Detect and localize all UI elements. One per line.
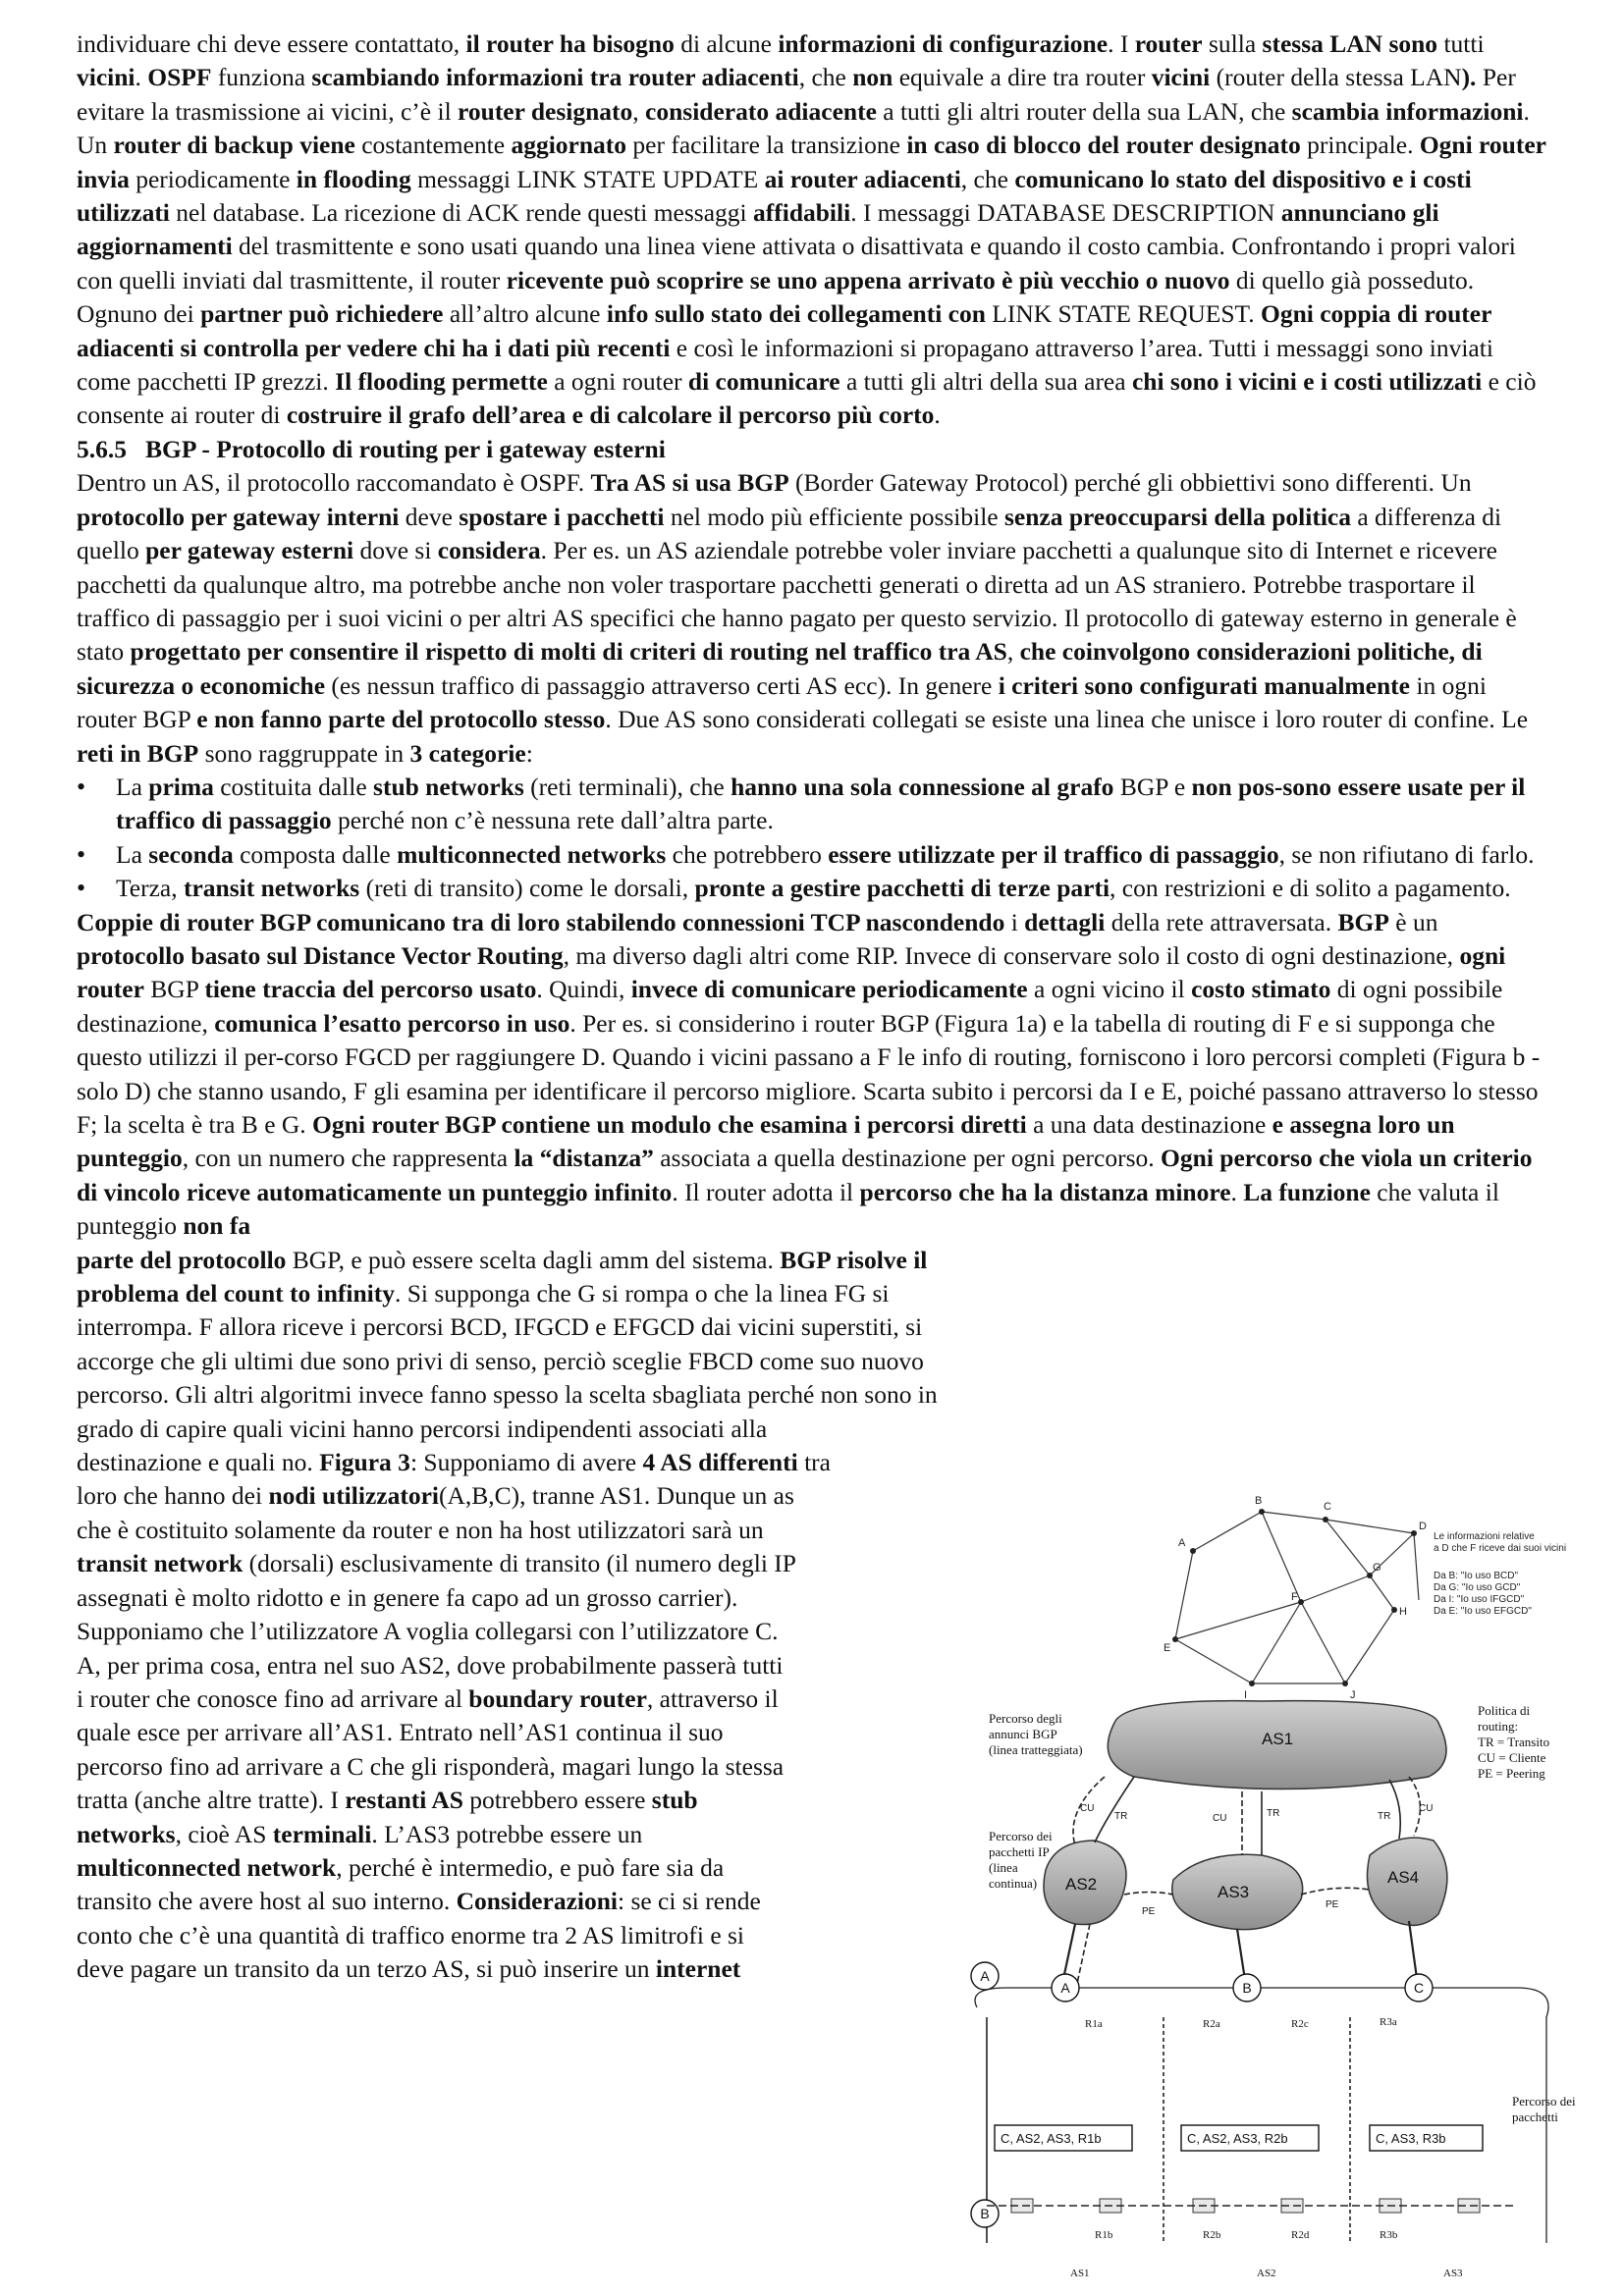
section-number: 5.6.5 — [77, 434, 127, 463]
router-label: R2b — [1203, 2229, 1221, 2241]
router-label: R3a — [1380, 2016, 1397, 2028]
network-categories-list — [77, 771, 1549, 906]
figure1-entry: Da B: "Io uso BCD" — [1434, 1571, 1519, 1581]
figure1-entry: Da I: "Io uso IFGCD" — [1434, 1594, 1525, 1605]
policy-tag: TR — [1378, 1811, 1391, 1822]
text-line: parte del protocollo BGP, e può essere scelta dagli amm del sistema. BGP risolve il — [77, 1245, 928, 1274]
policy-legend: PE = Peering — [1478, 1766, 1545, 1781]
graph-node — [1190, 1548, 1196, 1554]
host-label: A — [1060, 1980, 1070, 1996]
node-label: C — [1324, 1501, 1331, 1513]
packet-path-legend: Percorso dei — [1512, 2094, 1576, 2109]
node-label: J — [1350, 1689, 1356, 1701]
node-label: H — [1399, 1606, 1407, 1618]
text-line: assegnati è molto ridotto e in genere fa capo ad un grosso carrier). — [77, 1582, 738, 1612]
router-label: R2d — [1291, 2229, 1310, 2241]
list-item: • Terza, transit networks (reti di transito) come le dorsali, pronte a gestire pacchetti di terze parti, con restrizioni e di solito a pagamento. — [116, 872, 1549, 905]
text-line: A, per prima cosa, entra nel suo AS2, dove probabilmente passerà tutti — [77, 1650, 784, 1680]
bottom-as-label: AS1 — [1070, 2268, 1090, 2279]
policy-tag: CU — [1080, 1803, 1095, 1814]
router-label: R2c — [1291, 2018, 1309, 2030]
text-line: loro che hanno dei nodi utilizzatori(A,B,C), tranne AS1. Dunque un as — [77, 1481, 794, 1511]
host-label: A — [980, 1968, 990, 1984]
packet-path-legend: pacchetti — [1512, 2109, 1558, 2124]
policy-tag: TR — [1114, 1811, 1128, 1822]
list-item: • La prima costituita dalle stub networks (reti terminali), che hanno una sola connessione al grafo BGP e non pos-sono essere usate per il traffico di passaggio perché non c’è nessuna rete dall’altra parte. — [116, 771, 1549, 838]
section-title: BGP - Protocollo di routing per i gateway esterni — [145, 434, 666, 463]
figure-as-topology — [967, 1693, 1576, 2282]
section-heading — [77, 433, 1549, 466]
text-line: grado di capire quali vicini hanno percorsi indipendenti associati alla — [77, 1414, 768, 1443]
text-line: che è costituito solamente da router e non ha host utilizzatori sarà un — [77, 1515, 764, 1544]
policy-legend: TR = Transito — [1478, 1735, 1550, 1749]
routing-table-text: C, AS2, AS3, R2b — [1187, 2131, 1288, 2146]
graph-node — [1411, 1530, 1417, 1536]
legend-bgp-path: (linea tratteggiata) — [989, 1742, 1083, 1757]
figure1-entry: Da G: "Io uso GCD" — [1434, 1582, 1521, 1593]
text-line: problema del count to infinity. Si supponga che G si rompa o che la linea FG si — [77, 1279, 890, 1308]
text-beside-figure3 — [77, 1446, 960, 1987]
paragraph-bgp-routing: Coppie di router BGP comunicano tra di loro stabilendo connessioni TCP nascondendo i dettagli della rete attraversata. BGP è un protocollo basato sul Distance Vector Routing, ma diverso dagli altri come RIP. Invece di conservare solo il costo di ogni destinazione, ogni router BGP tiene traccia del percorso usato. Quindi, invece di comunicare periodicamente a ogni vicino il costo stimato di ogni possibile destinazione, comunica l’esatto percorso in uso. Per es. si considerino i router BGP (Figura 1a) e la tabella di routing di F e si supponga che questo utilizzi il per-corso FGCD per raggiungere D. Quando i vicini passano a F le info di routing, forniscono i loro percorsi completi (Figura b - solo D) che stanno usando, F gli esamina per identificare il percorso migliore. Scarta subito i percorsi da I e E, poiché passano attraverso lo stesso F; la scelta è tra B e G. Ogni router BGP contiene un modulo che esamina i percorsi diretti a una data destinazione e assegna loro un punteggio, con un numero che rappresenta la “distanza” associata a quella destinazione per ogni percorso. Ogni percorso che viola un criterio di vincolo riceve automaticamente un punteggio infinito. Il router adotta il percorso che ha la distanza minore. La funzione che valuta il punteggio non fa — [77, 907, 1541, 1241]
text-line: conto che c’è una quantità di traffico enorme tra 2 AS limitrofi e si — [77, 1920, 745, 1949]
figure1-entry: Da E: "Io uso EFGCD" — [1434, 1606, 1532, 1617]
graph-node — [1342, 1681, 1348, 1686]
policy-tag: CU — [1419, 1803, 1434, 1814]
policy-tag: PE — [1326, 1899, 1339, 1910]
policy-tag: TR — [1267, 1808, 1280, 1819]
text-line: transit network (dorsali) esclusivamente di transito (il numero degli IP — [77, 1549, 796, 1578]
node-label: D — [1419, 1521, 1427, 1532]
policy-legend: CU = Cliente — [1478, 1750, 1546, 1765]
routing-table-text: C, AS2, AS3, R1b — [1001, 2131, 1102, 2146]
host-label: B — [1242, 1980, 1252, 1996]
legend-ip-path: (linea — [989, 1860, 1018, 1875]
graph-node — [1259, 1509, 1265, 1515]
text-line: deve pagare un transito da un terzo AS, si può inserire un internet — [77, 1954, 741, 1984]
node-label: A — [1178, 1537, 1186, 1549]
policy-legend: routing: — [1478, 1719, 1519, 1734]
graph-node — [1323, 1517, 1328, 1522]
list-item: • La seconda composta dalle multiconnected networks che potrebbero essere utilizzate per il traffico di passaggio, se non rifiutano di farlo. — [116, 838, 1549, 872]
node-label: I — [1244, 1689, 1248, 1701]
router-label: R3b — [1380, 2229, 1398, 2241]
policy-tag: CU — [1213, 1813, 1227, 1824]
bottom-as-label: AS2 — [1257, 2268, 1276, 2279]
legend-bgp-path: annunci BGP — [989, 1727, 1057, 1741]
router-label: R1b — [1095, 2229, 1113, 2241]
text-line: destinazione e quali no. Figura 3: Supponiamo di avere 4 AS differenti tra — [77, 1448, 831, 1477]
graph-node — [1298, 1599, 1304, 1605]
text-beside-figure1 — [77, 1244, 1117, 1446]
text-line: tratta (anche altre tratte). I restanti AS potrebbero essere stub — [77, 1786, 698, 1815]
text-line: percorso fino ad arrivare a C che gli risponderà, magari lungo la stessa — [77, 1751, 785, 1781]
text-line: networks, cioè AS terminali. L’AS3 potrebbe essere un — [77, 1819, 643, 1848]
legend-ip-path: pacchetti IP — [989, 1844, 1050, 1859]
text-line: multiconnected network, perché è intermedio, e può fare sia da — [77, 1852, 725, 1882]
paragraph-bgp-intro: Dentro un AS, il protocollo raccomandato è OSPF. Tra AS si usa BGP (Border Gateway Protocol) perché gli obbiettivi sono differenti. Un protocollo per gateway interni deve spostare i pacchetti nel modo più efficiente possibile senza preoccuparsi della politica a differenza di quello per gateway esterni dove si considera. Per es. un AS aziendale potrebbe voler inviare pacchetti a qualunque sito di Internet e ricevere pacchetti da qualunque altro, ma potrebbe anche non voler trasportare pacchetti generati o diretta ad un AS straniero. Potrebbe trasportare il traffico di passaggio per i suoi vicini o per altri AS specifici che hanno pagato per questo servizio. Il protocollo di gateway esterno in generale è stato progettato per consentire il rispetto di molti di criteri di routing nel traffico tra AS, che coinvolgono considerazioni politiche, di sicurezza o economiche (es nessun traffico di passaggio attraverso certi AS ecc). In genere i criteri sono configurati manualmente in ogni router BGP e non fanno parte del protocollo stesso. Due AS sono considerati collegati se esiste una linea che unisce i loro router di confine. Le reti in BGP sono raggruppate in 3 categorie: — [77, 468, 1529, 768]
as-label: AS2 — [1065, 1875, 1098, 1894]
text-line: i router che conosce fino ad arrivare al boundary router, attraverso il — [77, 1683, 779, 1713]
text-line: accorge che gli ultimi due sono privi di senso, perciò sceglie FBCD come suo nuovo — [77, 1346, 924, 1375]
graph-node — [1391, 1607, 1397, 1613]
node-label: B — [1255, 1495, 1263, 1507]
router-label: R2a — [1203, 2018, 1220, 2030]
as-label: AS1 — [1262, 1730, 1294, 1748]
figure1-caption: Le informazioni relative a D che F riceve dai suoi vicini — [1434, 1531, 1566, 1554]
as-label: AS3 — [1218, 1883, 1250, 1901]
graph-node — [1172, 1636, 1178, 1642]
legend-ip-path: continua) — [989, 1876, 1038, 1891]
text-line: interrompa. F allora riceve i percorsi BCD, IFGCD e EFGCD dai vicini superstiti, si — [77, 1312, 923, 1342]
text-line: quale esce per arrivare all’AS1. Entrato nell’AS1 continua il suo — [77, 1718, 724, 1747]
policy-legend: Politica di — [1478, 1703, 1531, 1718]
text-line: percorso. Gli altri algoritmi invece fanno spesso la scelta sbagliata perché non sono in — [77, 1380, 938, 1410]
host-label: B — [980, 2206, 990, 2221]
text-line: transito che avere host al suo interno. Considerazioni: se ci si rende — [77, 1887, 761, 1916]
legend-bgp-path: Percorso degli — [989, 1711, 1062, 1726]
host-label: C — [1413, 1980, 1425, 1996]
legend-ip-path: Percorso dei — [989, 1829, 1053, 1843]
node-label: E — [1164, 1642, 1171, 1654]
graph-node — [1249, 1681, 1255, 1686]
router-label: R1a — [1085, 2018, 1103, 2030]
node-label: G — [1373, 1562, 1381, 1574]
paragraph-ospf: individuare chi deve essere contattato, il router ha bisogno di alcune informazioni di configurazione. I router sulla stessa LAN sono tutti vicini. OSPF funziona scambiando informazioni tra router adiacenti, che non equivale a dire tra router vicini (router della stessa LAN). Per evitare la trasmissione ai vicini, c’è il router designato, considerato adiacente a tutti gli altri router della sua LAN, che scambia informazioni. Un router di backup viene costantemente aggiornato per facilitare la transizione in caso di blocco del router designato principale. Ogni router invia periodicamente in flooding messaggi LINK STATE UPDATE ai router adiacenti, che comunicano lo stato del dispositivo e i costi utilizzati nel database. La ricezione di ACK rende questi messaggi affidabili. I messaggi DATABASE DESCRIPTION annunciano gli aggiornamenti del trasmittente e sono usati quando una linea viene attivata o disattivata e quando il costo cambia. Confrontando i propri valori con quelli inviati dal trasmittente, il router ricevente può scoprire se uno appena arrivato è più vecchio o nuovo di quello già posseduto. Ognuno dei partner può richiedere all’altro alcune info sullo stato dei collegamenti con LINK STATE REQUEST. Ogni coppia di router adiacenti si controlla per vedere chi ha i dati più recenti e così le informazioni si propagano attraverso l’area. Tutti i messaggi sono inviati come pacchetti IP grezzi. Il flooding permette a ogni router di comunicare a tutti gli altri della sua area chi sono i vicini e i costi utilizzati e ciò consente ai router di costruire il grafo dell’area e di calcolare il percorso più corto. — [77, 29, 1546, 430]
bottom-as-label: AS3 — [1443, 2268, 1463, 2279]
policy-tag: PE — [1142, 1906, 1156, 1917]
text-line: Supponiamo che l’utilizzatore A voglia collegarsi con l’utilizzatore C. — [77, 1617, 779, 1646]
routing-table-text: C, AS3, R3b — [1376, 2131, 1446, 2146]
node-label: F — [1291, 1591, 1298, 1603]
as-label: AS4 — [1387, 1868, 1420, 1887]
